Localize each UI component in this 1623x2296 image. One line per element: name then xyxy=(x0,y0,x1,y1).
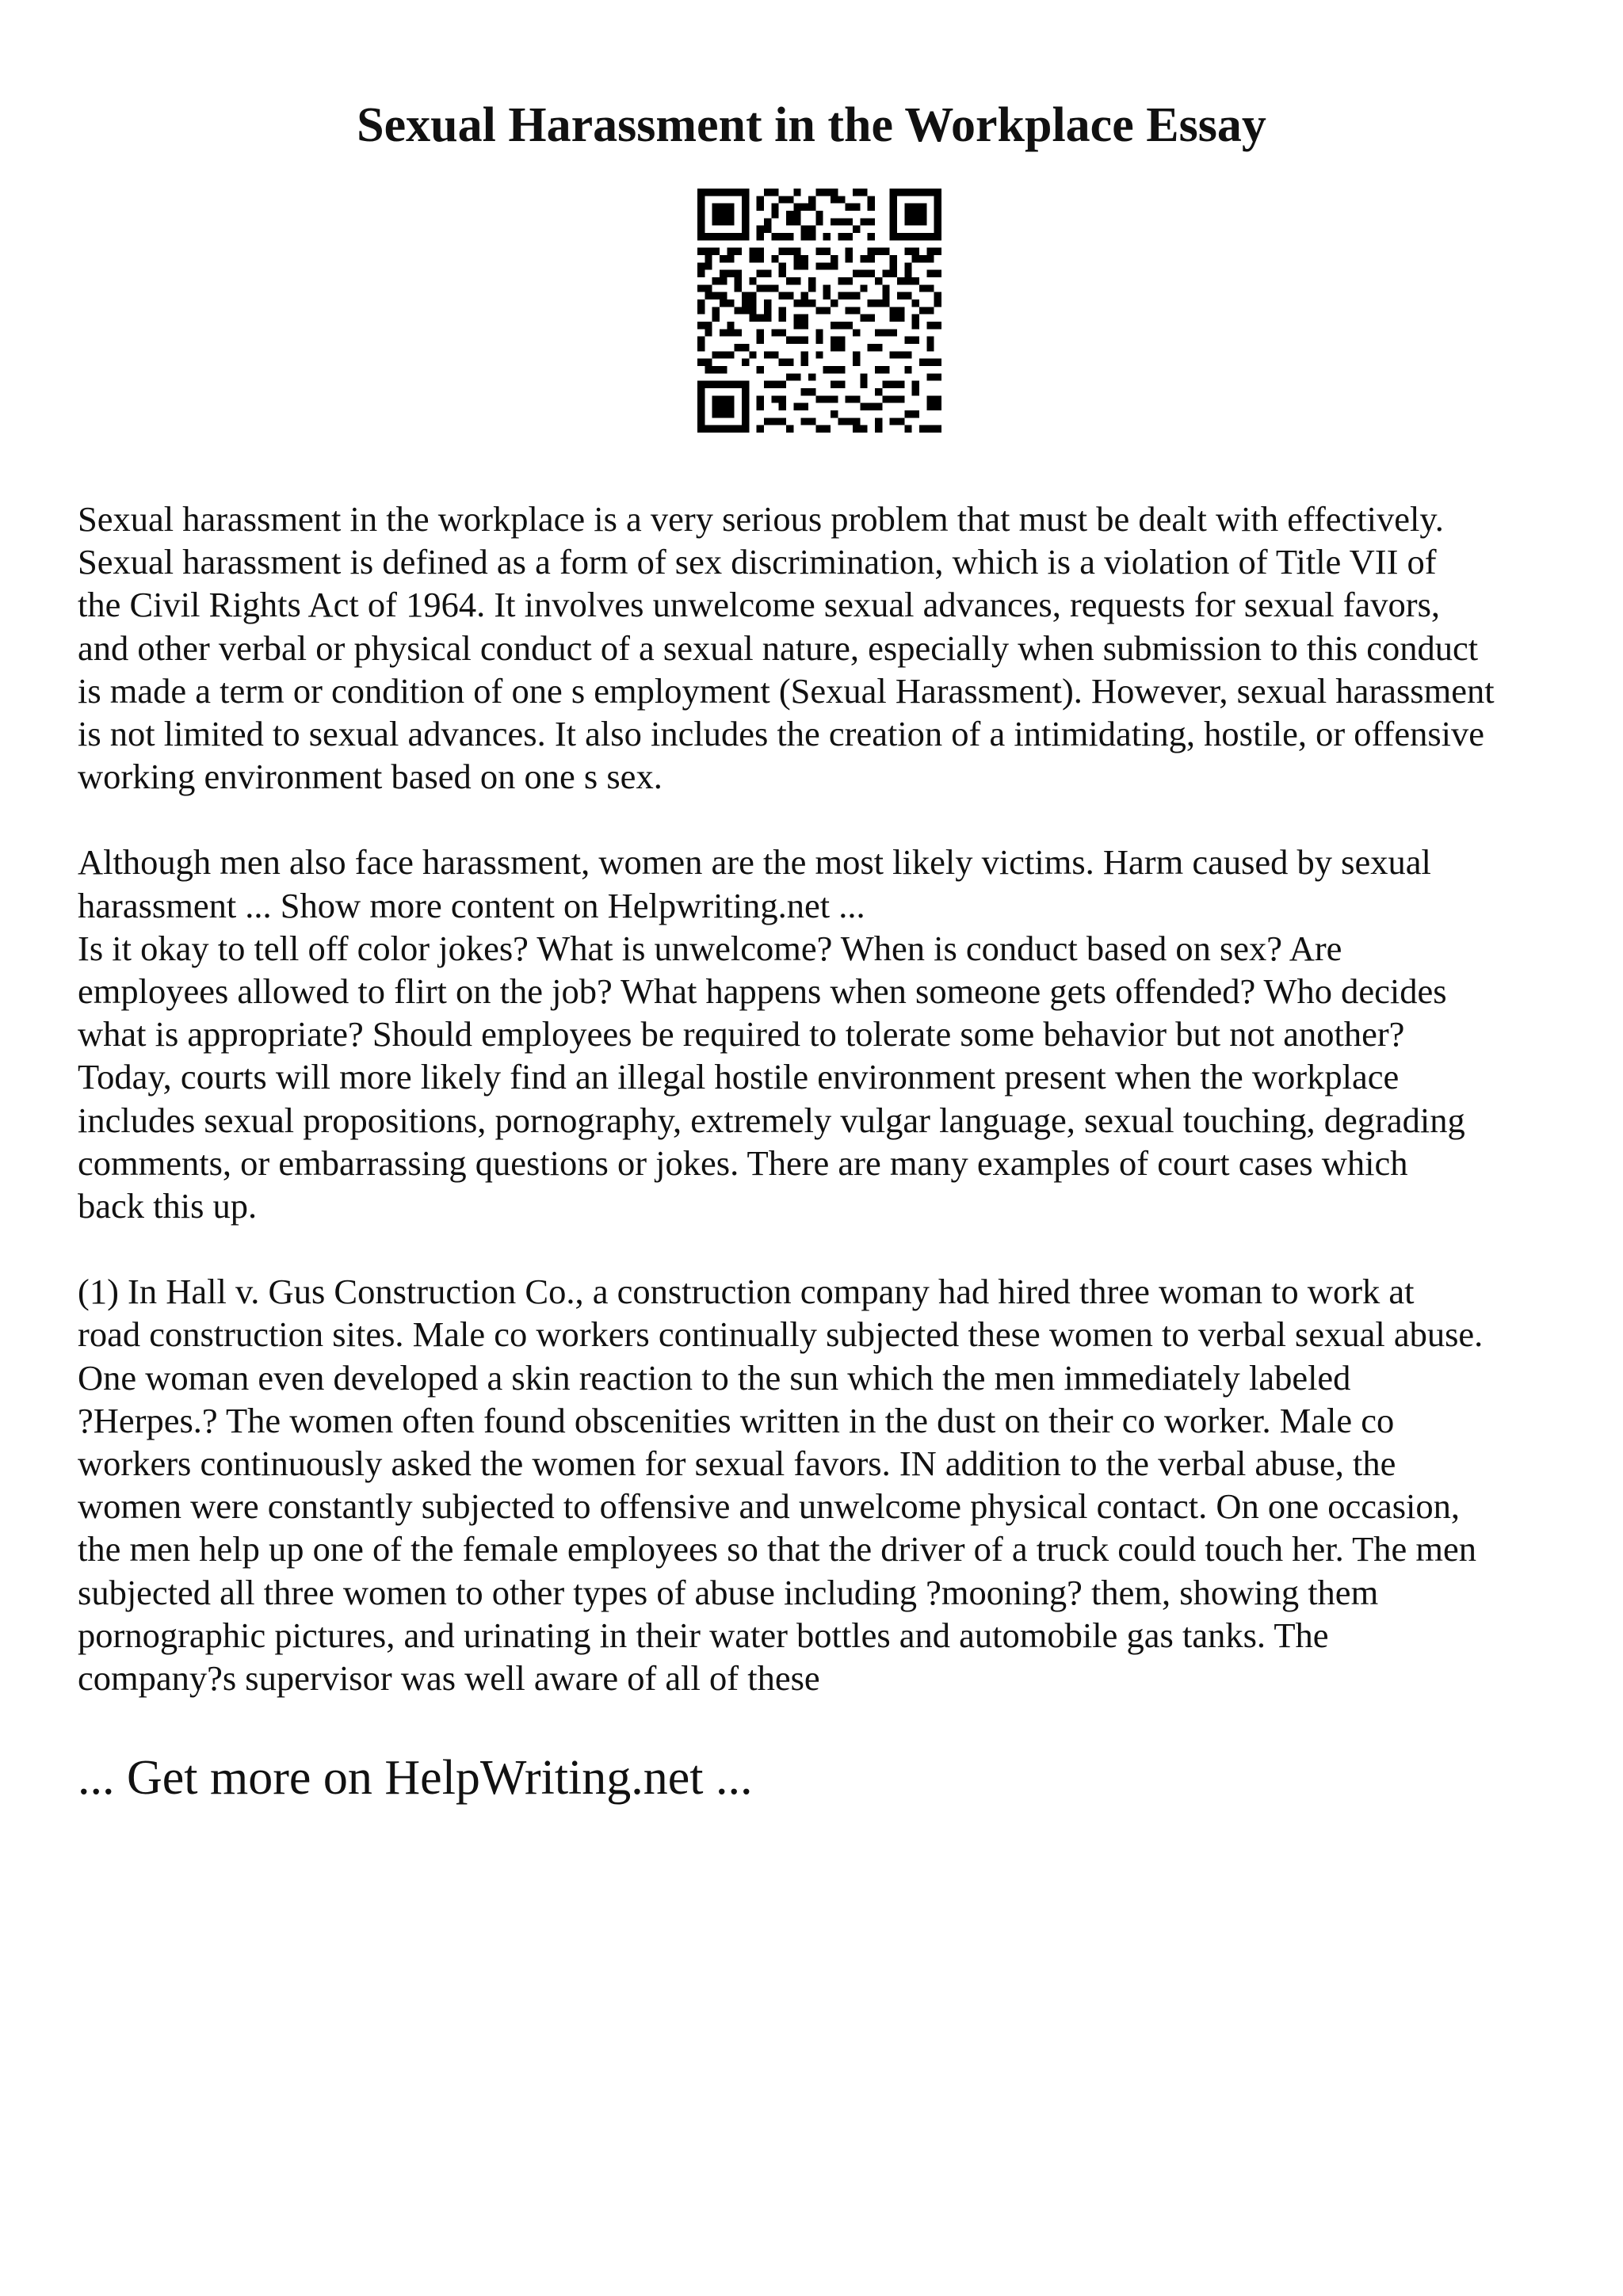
paragraph-spacer xyxy=(78,1227,1575,1270)
qr-code-icon xyxy=(697,189,941,433)
paragraph-case-hall: (1) In Hall v. Gus Construction Co., a construction company had hired three woman to work at road construction sites. Male co workers continually subjected these women to verbal sexual abuse. One woman even developed a skin reaction to the sun which the men immediately labeled ?Herpes.? The women often found obscenities written in the dust on their co worker. Male co workers continuously asked the women for sexual favors. IN addition to the verbal abuse, the women were constantly subjected to offensive and unwelcome physical contact. On one occasion, the men help up one of the female employees so that the driver of a truck could touch her. The men subjected all three women to other types of abuse including ?mooning? them, showing them pornographic pictures, and urinating in their water bottles and automobile gas tanks. The company?s supervisor was well aware of all of these xyxy=(78,1272,1484,1699)
paragraph-spacer xyxy=(78,798,1575,841)
page-title: Sexual Harassment in the Workplace Essay xyxy=(357,98,1266,152)
paragraph-questions: Is it okay to tell off color jokes? What is unwelcome? When is conduct based on sex? Are employees allowed to flirt on the job? What happens when someone gets offended? Who decides what is appropriate? Should employees be required to tolerate some behavior but not another? Today, courts will more likely find an illegal hostile environment present when the workplace includes sexual propositions, pornography, extremely vulgar language, sexual touching, degrading comments, or embarrassing questions or jokes. There are many examples of court cases which back this up. xyxy=(78,928,1465,1226)
paragraph-intro: Sexual harassment in the workplace is a very serious problem that must be dealt with effectively. Sexual harassment is defined as a form of sex discrimination, which is a violation of Title VII of the Civil Rights Act of 1964. It involves unwelcome sexual advances, requests for sexual favors, and other verbal or physical conduct of a sexual nature, especially when submission to this conduct is made a term or condition of one s employment (Sexual Harassment). However, sexual harassment is not limited to sexual advances. It also includes the creation of a intimidating, hostile, or offensive working environment based on one s sex. xyxy=(78,499,1495,797)
essay-body xyxy=(78,498,1575,1699)
get-more-link[interactable]: ... Get more on HelpWriting.net ... xyxy=(78,1751,753,1805)
paragraph-victims: Although men also face harassment, women are the most likely victims. Harm caused by sexual harassment ... Show more content on Helpwriting.net ... xyxy=(78,842,1431,925)
